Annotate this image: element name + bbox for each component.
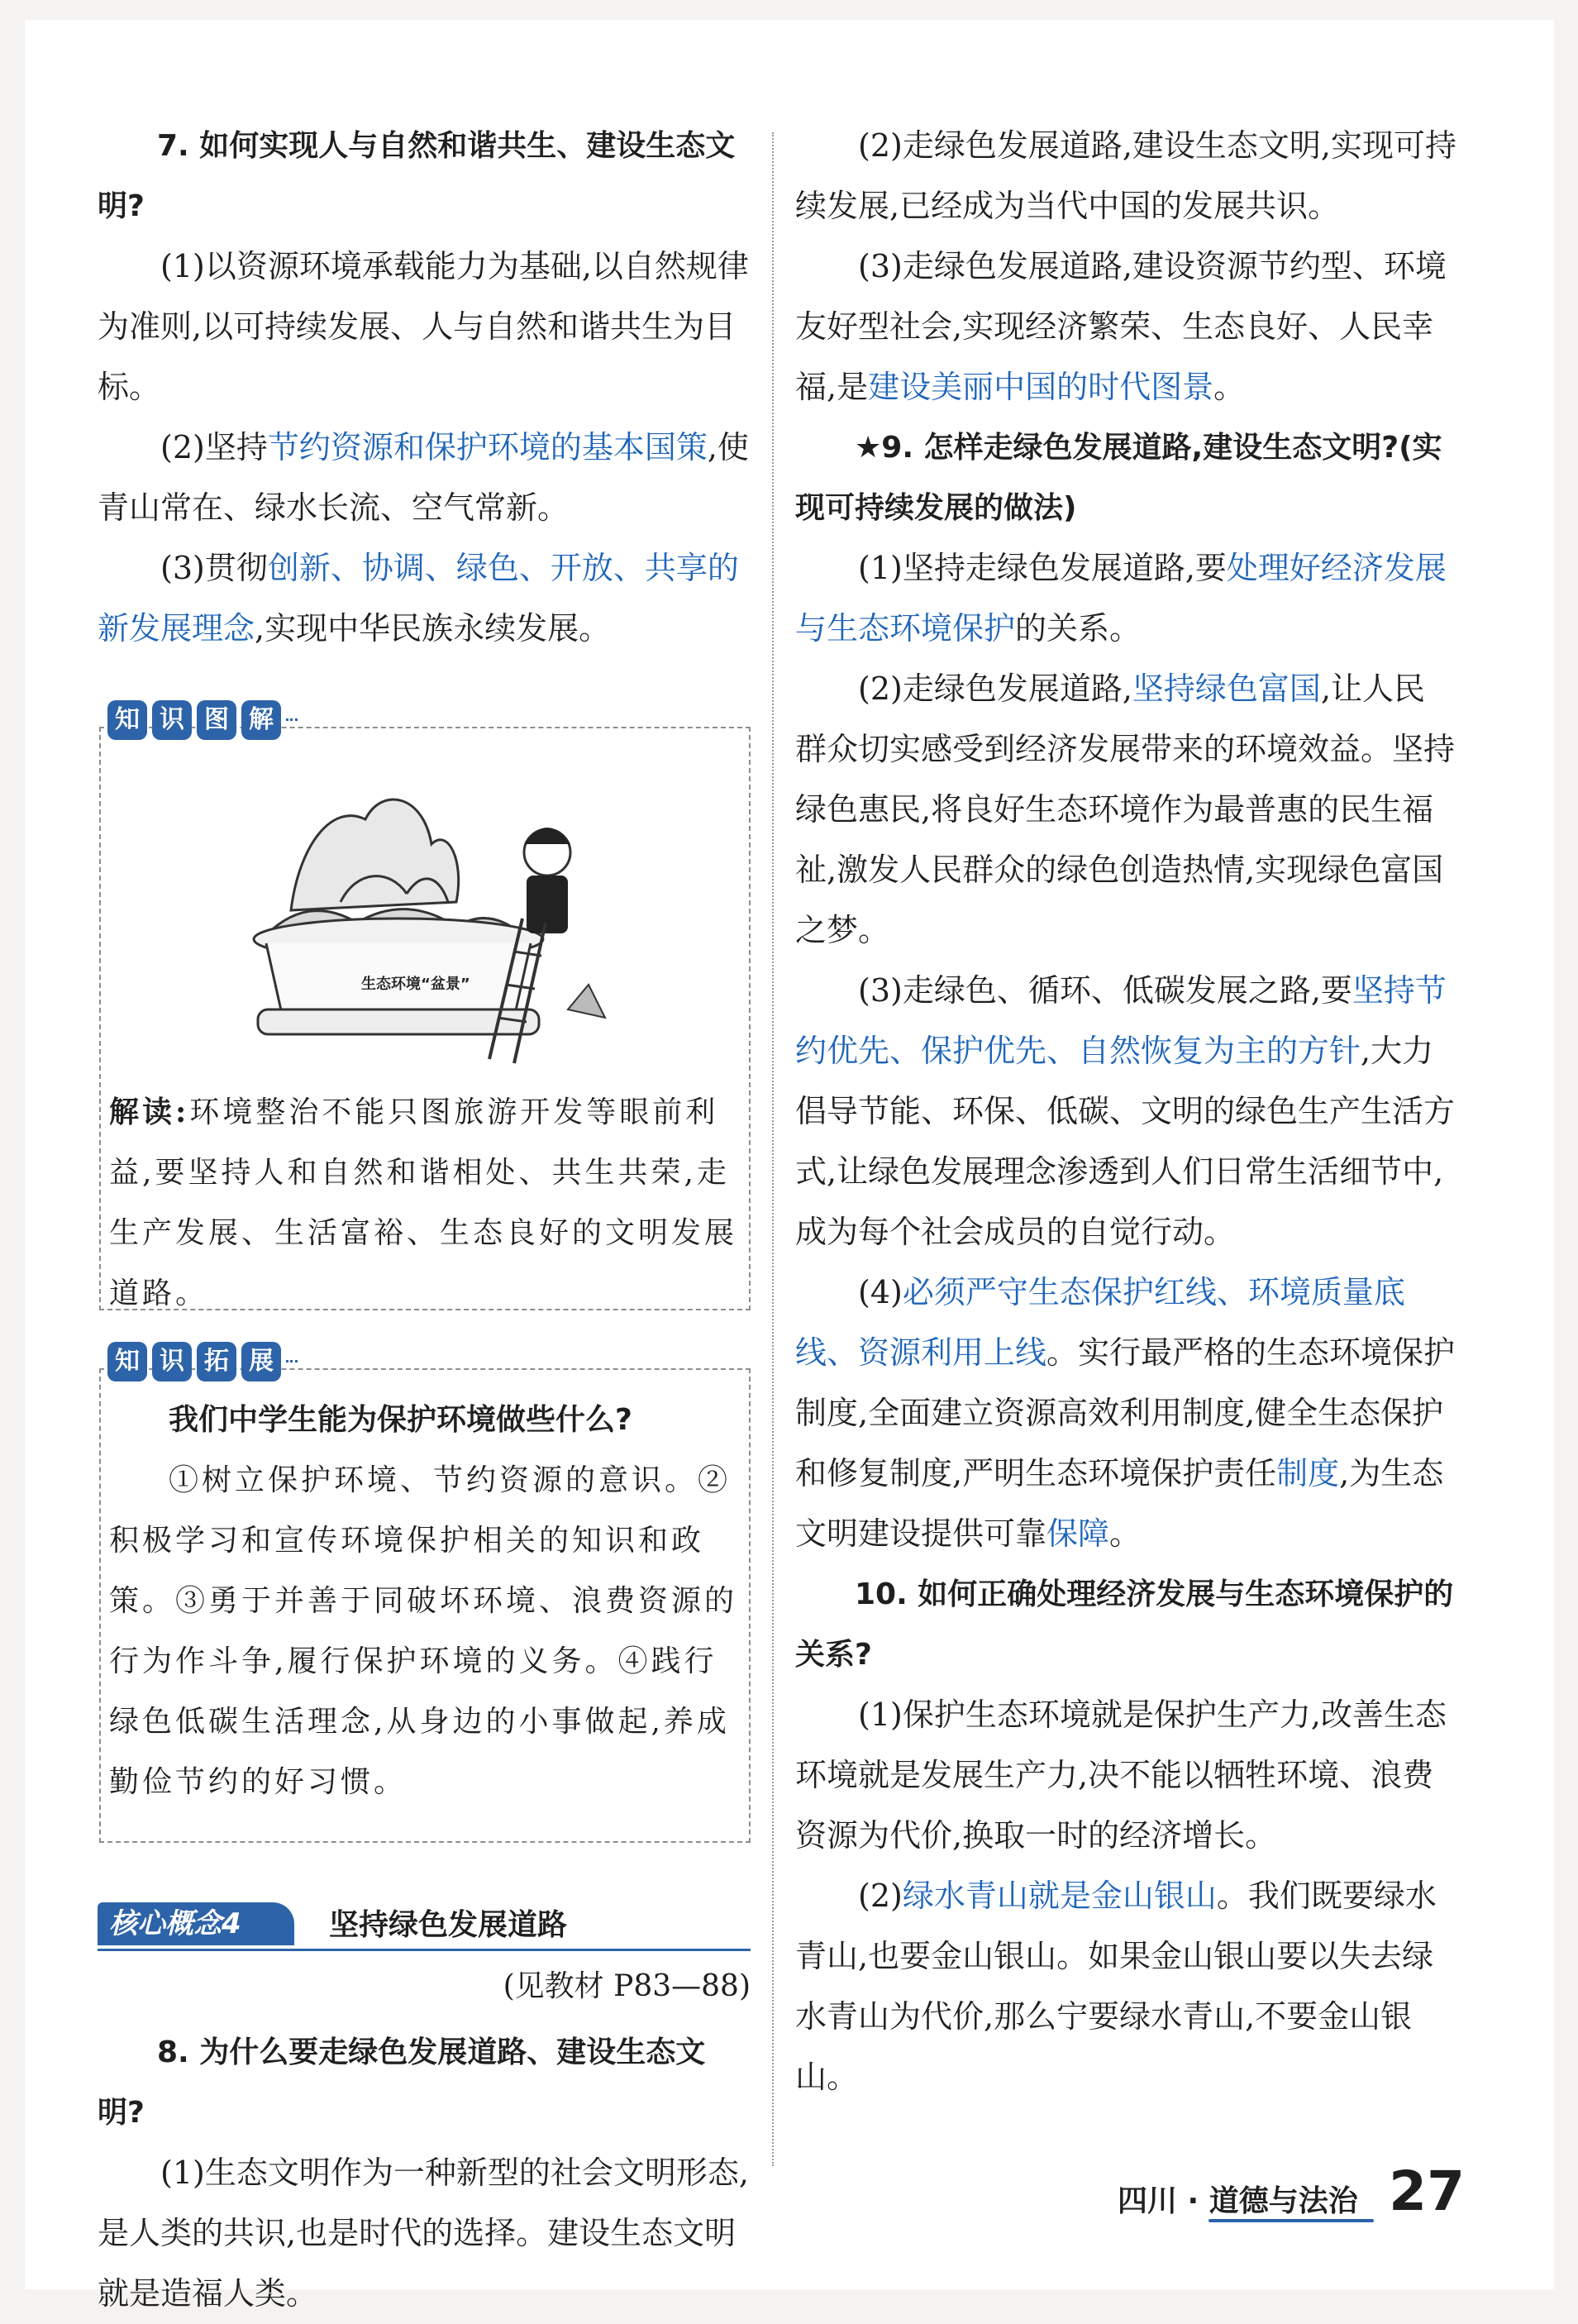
q9-answer-1: (1)坚持走绿色发展道路,要处理好经济发展与生态环境保护的关系。 <box>795 550 1447 647</box>
q7-answer-3: (3)贯彻创新、协调、绿色、开放、共享的新发展理念,实现中华民族永续发展。 <box>98 550 739 647</box>
highlight: 节约资源和保护环境的基本国策 <box>267 429 708 465</box>
core-concept-title: 坚持绿色发展道路 <box>329 1908 568 1942</box>
knowledge-illustration-box <box>99 705 751 1310</box>
q8-answer-1: (1)生态文明作为一种新型的社会文明形态,是人类的共识,也是时代的选择。建设生态文明就是造福人类。 <box>98 2155 749 2312</box>
textbook-reference: (见教材 P83—88) <box>503 1969 751 2003</box>
q9-answer-3: (3)走绿色、循环、低碳发展之路,要坚持节约优先、保护优先、自然恢复为主的方针,大力倡导节能、环保、低碳、文明的绿色生产生活方式,让绿色发展理念渗透到人们日常生活细节中,成为每个社会成员的自觉行动。 <box>795 972 1456 1250</box>
footer-label: 四川 · 道德与法治 <box>1118 2184 1358 2218</box>
extension-title: 我们中学生能为保护环境做些什么? <box>169 1403 632 1437</box>
question-9: ★9. 怎样走绿色发展道路,建设生态文明?(实现可持续发展的做法) <box>795 431 1442 525</box>
highlight: 必须严守生态保护红线、环境质量底线、资源利用上线 <box>795 1274 1405 1371</box>
q7-answer-1: (1)以资源环境承载能力为基础,以自然规律为准则,以可持续发展、人与自然和谐共生为目标。 <box>98 248 749 405</box>
page-footer <box>1118 2159 1465 2234</box>
cartoon-illustration <box>241 770 613 1067</box>
core-concept-header <box>98 1902 751 1951</box>
footer-rule <box>1209 2219 1374 2222</box>
box-tag: 知 识 拓 展 <box>107 1342 298 1402</box>
highlight: 绿水青山就是金山银山 <box>902 1878 1217 1914</box>
q10-answer-2: (2)绿水青山就是金山银山。我们既要绿水青山,也要金山银山。如果金山银山要以失去绿水青山为代价,那么宁要绿水青山,不要金山银山。 <box>795 1878 1437 2095</box>
highlight: 坚持节约优先、保护优先、自然恢复为主的方针 <box>795 972 1447 1069</box>
column-divider <box>772 132 774 2166</box>
highlight: 保障 <box>1046 1515 1110 1552</box>
q8-answer-3: (3)走绿色发展道路,建设资源节约型、环境友好型社会,实现经济繁荣、生态良好、人民幸福,是建设美丽中国的时代图景。 <box>795 248 1447 405</box>
highlight: 处理好经济发展与生态环境保护 <box>795 550 1447 647</box>
highlight: 建设美丽中国的时代图景 <box>868 369 1214 405</box>
image-label: 生态环境“盆景” <box>361 976 470 993</box>
left-column <box>98 116 751 2324</box>
question-7: 7. 如何实现人与自然和谐共生、建设生态文明? <box>98 129 736 223</box>
q7-answer-2: (2)坚持节约资源和保护环境的基本国策,使青山常在、绿水长流、空气常新。 <box>98 429 749 526</box>
box-tag: 知 识 图 解 <box>107 700 298 761</box>
q10-answer-1: (1)保护生态环境就是保护生产力,改善生态环境就是发展生产力,决不能以牺牲环境、浪费资源为代价,换取一时的经济增长。 <box>795 1696 1447 1854</box>
interpretation: 解读:环境整治不能只图旅游开发等眼前利益,要坚持人和自然和谐相处、共生共荣,走生产发展、生活富裕、生态良好的文明发展道路。 <box>109 1095 738 1310</box>
extension-body: ①树立保护环境、节约资源的意识。②积极学习和宣传环境保护相关的知识和政策。③勇于并善于同破坏环境、浪费资源的行为作斗争,履行保护环境的义务。④践行绿色低碳生活理念,从身边的小事做起,养成勤俭节约的好习惯。 <box>109 1463 738 1799</box>
core-concept-badge: 核心概念4 <box>98 1902 294 1945</box>
highlight: 制度 <box>1276 1455 1340 1491</box>
highlight: 坚持绿色富国 <box>1132 670 1321 707</box>
question-10: 10. 如何正确处理经济发展与生态环境保护的关系? <box>795 1577 1454 1672</box>
q9-answer-2: (2)走绿色发展道路,坚持绿色富国,让人民群众切实感受到经济发展带来的环境效益。坚持绿色惠民,将良好生态环境作为最普惠的民生福祉,激发人民群众的绿色创造热情,实现绿色富国之梦。 <box>795 670 1456 948</box>
highlight: 创新、协调、绿色、开放、共享的新发展理念 <box>98 550 739 647</box>
question-8: 8. 为什么要走绿色发展道路、建设生态文明? <box>98 2035 706 2130</box>
q9-answer-4: (4)必须严守生态保护红线、环境质量底线、资源利用上线。实行最严格的生态环境保护制度,全面建立资源高效利用制度,健全生态保护和修复制度,严明生态环境保护责任制度,为生态文明建设提供可靠保障。 <box>795 1274 1456 1552</box>
right-column <box>795 116 1456 2107</box>
page-number: 27 <box>1389 2159 1465 2223</box>
q8-answer-2: (2)走绿色发展道路,建设生态文明,实现可持续发展,已经成为当代中国的发展共识。 <box>795 127 1456 224</box>
knowledge-extension-box <box>99 1347 751 1843</box>
